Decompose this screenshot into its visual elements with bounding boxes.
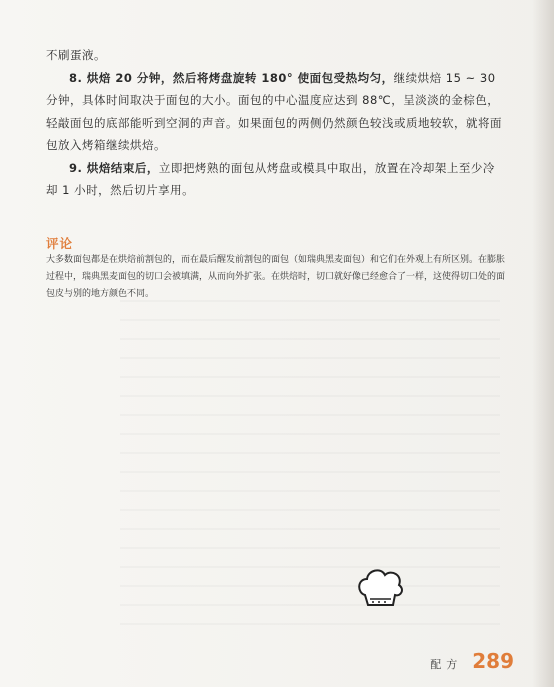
- step-continuation: 不刷蛋液。: [46, 48, 106, 62]
- step-9: [46, 157, 504, 202]
- step-9-lead: 9. 烘焙结束后，: [69, 160, 159, 175]
- page-edge-shadow: [532, 0, 554, 687]
- step-8-text: 继续烘焙 15 ~ 30 分钟，具体时间取决于面包的大小。面包的中心温度应达到 88℃，呈淡淡的金棕色，轻敲面包的底部能听到空洞的声音。如果面包的两侧仍然颜色较浅或质地较软，就将面包放入烤箱继续烘焙。: [46, 70, 502, 152]
- chef-hat-icon: [355, 565, 405, 609]
- section-label: 配方: [430, 658, 463, 671]
- recipe-steps: [46, 44, 504, 202]
- step-8-lead: 8. 烘焙 20 分钟，然后将烤盘旋转 180° 使面包受热均匀，: [69, 70, 394, 85]
- comment-heading: 评论: [46, 236, 74, 251]
- show-through-texture: [120, 300, 500, 630]
- page-number: 289: [472, 649, 514, 673]
- comment-body: 大多数面包都是在烘焙前割包的，而在最后醒发前割包的面包（如瑞典黑麦面包）和它们在外观上有所区别。在膨胀过程中，瑞典黑麦面包的切口会被填满，从而向外扩张。在烘焙时，切口就好像已经愈合了一样，这使得切口处的面包皮与别的地方颜色不同。: [46, 255, 506, 299]
- page-footer: [430, 649, 514, 673]
- step-9-text: 立即把烤熟的面包从烤盘或模具中取出，放置在冷却架上至少冷却 1 小时，然后切片享用。: [46, 160, 495, 197]
- step-8: [46, 67, 504, 157]
